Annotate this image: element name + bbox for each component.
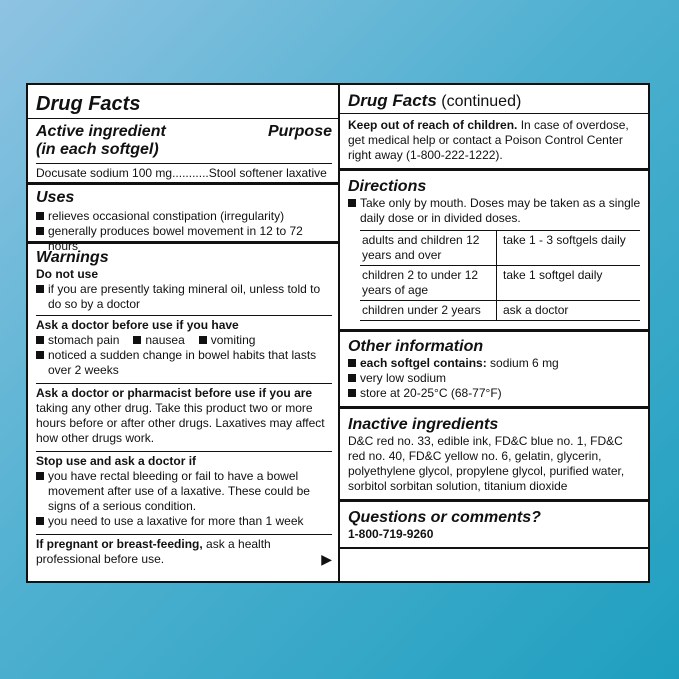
right-column [340,85,648,581]
drug-facts-label [26,83,650,583]
active-ingredient-heading: Active ingredient [36,123,166,140]
table-row [360,231,640,266]
continued-label: (continued) [436,93,522,110]
symptom-item: stomach pain [36,333,119,348]
warnings-heading: Warnings [36,249,109,266]
bowel-change-item: noticed a sudden change in bowel habits that lasts over 2 weeks [36,348,332,378]
directions-heading: Directions [348,178,427,195]
other-information-item: very low sodium [348,371,642,386]
directions-section [340,172,648,332]
other-information-section [340,333,648,409]
do-not-use-item: if you are presently taking mineral oil, unless told to do so by a doctor [36,282,332,312]
table-row [360,266,640,301]
inactive-ingredients-text: D&C red no. 33, edible ink, FD&C blue no. 1, FD&C red no. 40, FD&C yellow no. 6, gelatin, glycerin, polyethylene glycol, propylene glycol, purified water, sorbitol sorbitan solution, titanium dioxide [348,434,625,493]
left-column [28,85,340,581]
questions-section [340,503,648,549]
stop-use-heading: Stop use and ask a doctor if [36,454,197,468]
uses-item: relieves occasional constipation (irregularity) [36,209,332,224]
ask-doctor-heading: Ask a doctor before use if you have [36,318,239,332]
active-ingredient-line: Docusate sodium 100 mg...........Stool softener laxative [36,163,332,181]
questions-phone: 1-800-719-9260 [348,527,434,541]
dose-cell: ask a doctor [497,301,641,321]
questions-heading: Questions or comments? [348,509,541,526]
ask-pharmacist-text: taking any other drug. Take this product two or more hours before or after other drugs. Laxatives may affect how other drugs work. [36,401,325,445]
continued-title-section [340,87,648,114]
title-section [28,87,338,119]
directions-item: Take only by mouth. Doses may be taken as a single daily dose or in divided doses. [348,196,642,226]
dosage-table [360,230,640,321]
age-cell: adults and children 12 years and over [360,231,497,266]
table-row [360,301,640,321]
uses-heading: Uses [36,189,75,206]
symptom-item: vomiting [199,333,256,348]
drug-facts-title: Drug Facts [36,93,141,115]
keep-out-section [340,115,648,171]
softgel-contains-text: sodium 6 mg [486,356,559,370]
other-information-item: store at 20-25°C (68-77°F) [348,386,642,401]
pregnant-warning-text: ask a health professional before use. [36,537,271,566]
age-cell: children under 2 years [360,301,497,321]
pregnant-warning-bold: If pregnant or breast-feeding, [36,537,203,551]
do-not-use-heading: Do not use [36,267,98,281]
softgel-contains-bold: each softgel contains: [360,356,487,370]
purpose-heading: Purpose [267,123,332,140]
continue-arrow-icon: ▶ [321,551,332,567]
other-information-heading: Other information [348,338,484,355]
uses-section [28,185,338,253]
age-cell: children 2 to under 12 years of age [360,266,497,301]
active-ingredient-subheading: (in each softgel) [36,141,159,158]
stop-use-item: you need to use a laxative for more than 1 week [36,514,332,529]
keep-out-text: In case of overdose, get medical help or contact a Poison Control Center right away (1-800-222-1222). [348,118,629,162]
ask-pharmacist-heading: Ask a doctor or pharmacist before use if you are [36,386,313,400]
active-ingredient-section [28,120,338,185]
warnings-section [28,245,338,581]
symptom-item: nausea [133,333,184,348]
dose-cell: take 1 - 3 softgels daily [497,231,641,266]
inactive-ingredients-heading: Inactive ingredients [348,416,499,433]
uses-item: generally produces bowel movement in 12 to 72 hours [36,224,332,254]
inactive-ingredients-section [340,410,648,502]
keep-out-bold: Keep out of reach of children. [348,118,518,132]
continued-title: Drug Facts [348,91,437,110]
dose-cell: take 1 softgel daily [497,266,641,301]
stop-use-item: you have rectal bleeding or fail to have a bowel movement after use of a laxative. These could be signs of a serious condition. [36,469,332,514]
